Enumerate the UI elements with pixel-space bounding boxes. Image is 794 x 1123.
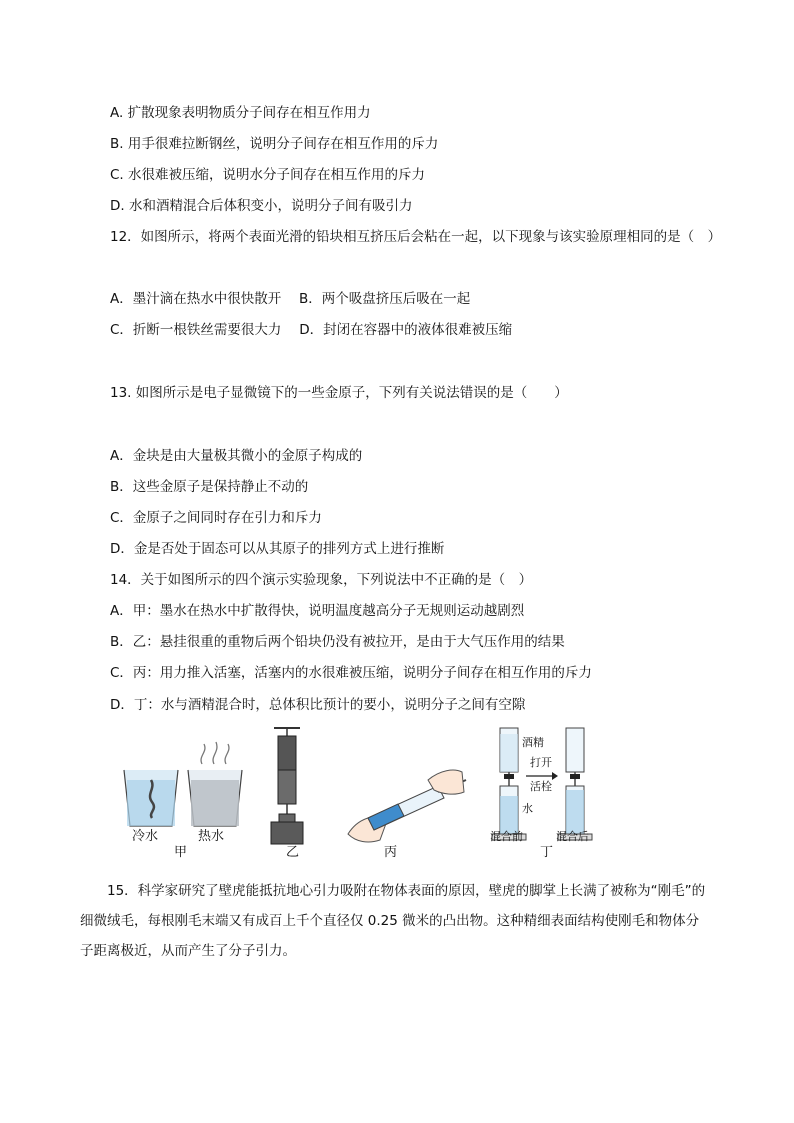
q15-paragraph: 15．科学家研究了壁虎能抵抗地心引力吸附在物体表面的原因，壁虎的脚掌上长满了被称为“刚毛”的细微绒毛，每根刚毛末端又有成百上千个直径仅 0.25 微米的凸出物。这种精细表面结构使刚毛和物体分子距离极近，从而产生了分子引力。 xyxy=(80,883,706,959)
q11-option-b: B. 用手很难拉断钢丝，说明分子间存在相互作用的斥力 xyxy=(110,136,439,152)
label-bing: 丙 xyxy=(384,845,398,860)
q14-option-c: C．丙：用力推入活塞，活塞内的水很难被压缩，说明分子间存在相互作用的斥力 xyxy=(110,665,592,681)
q13-option-b: B．这些金原子是保持静止不动的 xyxy=(110,479,309,495)
lead-blocks-apparatus xyxy=(271,728,303,844)
cylinder-before-mix xyxy=(492,728,526,840)
q14-option-a: A．甲：墨水在热水中扩散得快，说明温度越高分子无规则运动越剧烈 xyxy=(110,603,525,619)
label-ding: 丁 xyxy=(540,845,554,860)
q13-option-d: D．金是否处于固态可以从其原子的排列方式上进行推断 xyxy=(110,541,445,557)
q13-option-c: C．金原子之间同时存在引力和斥力 xyxy=(110,510,322,526)
label-stopcock: 活栓 xyxy=(530,780,552,793)
syringe-apparatus xyxy=(348,770,466,842)
label-alcohol: 酒精 xyxy=(522,736,544,749)
label-open: 打开 xyxy=(530,756,552,769)
q12-options-cd: C．折断一根铁丝需要很大力 D．封闭在容器中的液体很难被压缩 xyxy=(110,322,513,338)
label-water: 水 xyxy=(522,802,533,815)
hot-water-beaker xyxy=(188,742,242,826)
q14-option-d: D．丁：水与酒精混合时，总体积比预计的要小，说明分子之间有空隙 xyxy=(110,697,526,713)
label-after-mix: 混合后 xyxy=(556,830,589,843)
q14-option-b: B．乙：悬挂很重的重物后两个铅块仍没有被拉开，是由于大气压作用的结果 xyxy=(110,634,565,650)
q14-stem: 14．关于如图所示的四个演示实验现象，下列说法中不正确的是（ ） xyxy=(110,572,533,588)
label-cold-water: 冷水 xyxy=(132,829,159,844)
q14-figure xyxy=(118,722,678,862)
label-before-mix: 混合前 xyxy=(490,830,523,843)
q12-options-ab: A．墨汁滴在热水中很快散开 B．两个吸盘挤压后吸在一起 xyxy=(110,291,471,307)
q11-option-d: D. 水和酒精混合后体积变小，说明分子间有吸引力 xyxy=(110,198,413,214)
cold-water-beaker xyxy=(124,770,178,826)
q11-option-a: A. 扩散现象表明物质分子间存在相互作用力 xyxy=(110,105,371,121)
cylinder-after-mix xyxy=(558,728,592,840)
q13-option-a: A．金块是由大量极其微小的金原子构成的 xyxy=(110,448,363,464)
q13-stem: 13. 如图所示是电子显微镜下的一些金原子，下列有关说法错误的是（ ） xyxy=(110,385,568,401)
label-hot-water: 热水 xyxy=(198,829,225,844)
label-yi: 乙 xyxy=(286,845,300,860)
label-jia: 甲 xyxy=(174,845,188,860)
q11-option-c: C. 水很难被压缩，说明水分子间存在相互作用的斥力 xyxy=(110,167,426,183)
q12-stem: 12．如图所示，将两个表面光滑的铅块相互挤压后会粘在一起，以下现象与该实验原理相同的是（ ） xyxy=(110,229,722,245)
